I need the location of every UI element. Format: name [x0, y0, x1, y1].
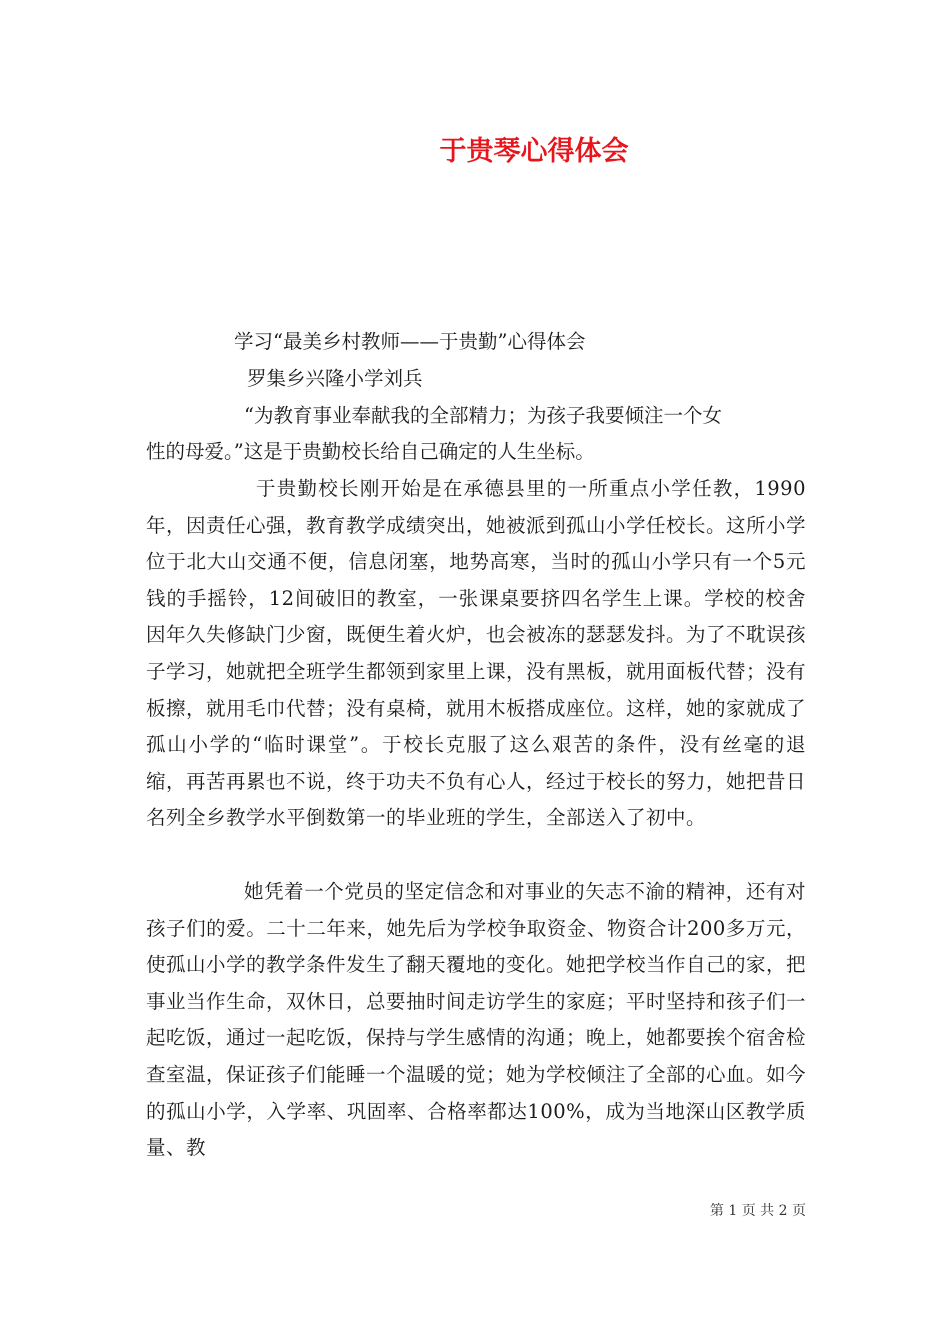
document-title: 于贵琴心得体会: [439, 136, 629, 167]
page-footer: 第 1 页 共 2 页: [709, 1203, 806, 1219]
paragraph-2: [146, 471, 806, 837]
author-line: 罗集乡兴隆小学刘兵: [247, 367, 423, 390]
quote-line-1: “为教育事业奉献我的全部精力；为孩子我要倾注一个女: [244, 404, 722, 427]
document-subtitle: 学习“最美乡村教师——于贵勤”心得体会: [234, 330, 586, 353]
paragraph-3-text: 她凭着一个党员的坚定信念和对事业的矢志不渝的精神，还有对孩子们的爱。二十二年来，她先后为学校争取资金、物资合计200多万元，使孤山小学的教学条件发生了翻天覆地的变化。她把学校当作自己的家，把事业当作生命，双休日，总要抽时间走访学生的家庭；平时坚持和孩子们一起吃饭，通过一起吃饭，保持与学生感情的沟通；晚上，她都要挨个宿舍检查室温，保证孩子们能睡一个温暖的觉；她为学校倾注了全部的心血。如今的孤山小学，入学率、巩固率、合格率都达100%，成为当地深山区教学质量、教: [146, 880, 807, 1160]
paragraph-3: [146, 874, 806, 1167]
paragraph-2-text: 于贵勤校长刚开始是在承德县里的一所重点小学任教，1990年，因责任心强，教育教学成绩突出，她被派到孤山小学任校长。这所小学位于北大山交通不便，信息闭塞，地势高寒，当时的孤山小学只有一个5元钱的手摇铃，12间破旧的教室，一张课桌要挤四名学生上课。学校的校舍因年久失修缺门少窗，既便生着火炉，也会被冻的瑟瑟发抖。为了不耽误孩子学习，她就把全班学生都领到家里上课，没有黑板，就用面板代替；没有板擦，就用毛巾代替；没有桌椅，就用木板搭成座位。这样，她的家就成了孤山小学的“临时课堂”。于校长克服了这么艰苦的条件，没有丝毫的退缩，再苦再累也不说，终于功夫不负有心人，经过于校长的努力，她把昔日名列全乡教学水平倒数第一的毕业班的学生，全部送入了初中。: [146, 477, 807, 830]
quote-line-2: 性的母爱。”这是于贵勤校长给自己确定的人生坐标。: [146, 440, 595, 463]
